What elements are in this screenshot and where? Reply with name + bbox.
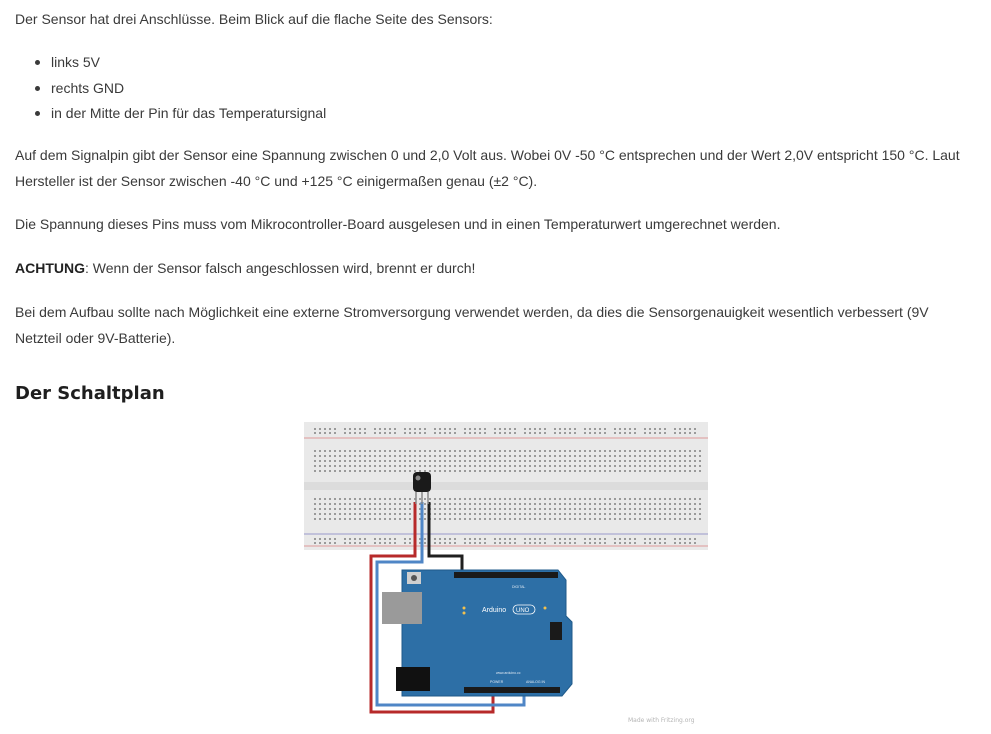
circuit-schematic-image	[304, 422, 708, 734]
usb-port	[382, 592, 422, 624]
digital-header	[454, 572, 558, 578]
warning-label: ACHTUNG	[15, 260, 85, 276]
signal-paragraph: Auf dem Signalpin gibt der Sensor eine Spannung zwischen 0 und 2,0 Volt aus. Wobei 0V -50 °C entsprechen und der Wert 2,0V entspricht 150 °C. Laut Hersteller ist der Sensor zwischen -40 °C und +125 °C einigermaßen genau (±2 °C).	[15, 147, 960, 189]
digital-label: DIGITAL	[512, 585, 526, 589]
analog-label: ANALOG IN	[526, 680, 546, 684]
site-label: www.arduino.cc	[496, 671, 521, 675]
fritzing-watermark: Made with Fritzing.org	[628, 717, 695, 724]
power-label: POWER	[490, 680, 504, 684]
on-led	[544, 607, 547, 610]
tx-led	[463, 607, 466, 610]
power-analog-header	[464, 687, 560, 693]
power-jack	[396, 667, 430, 691]
warning-text: : Wenn der Sensor falsch angeschlossen wird, brennt er durch!	[85, 260, 476, 276]
warning-paragraph	[15, 255, 475, 281]
rx-led	[463, 612, 466, 615]
section-heading: Der Schaltplan	[15, 383, 165, 404]
power-paragraph: Bei dem Aufbau sollte nach Möglichkeit eine externe Stromversorgung verwendet werden, da dies die Sensorgenauigkeit wesentlich verbessert (9V Netzteil oder 9V-Batterie).	[15, 304, 929, 346]
list-item: in der Mitte der Pin für das Temperatursignal	[15, 101, 326, 127]
schematic-drawing	[304, 422, 708, 734]
list-item: rechts GND	[15, 76, 326, 102]
intro-paragraph: Der Sensor hat drei Anschlüsse. Beim Blick auf die flache Seite des Sensors:	[15, 11, 493, 27]
pin-list	[15, 50, 326, 127]
sensor-marking	[416, 476, 421, 481]
board-name: Arduino	[482, 607, 507, 614]
icsp-header	[550, 622, 562, 640]
breadboard-channel	[304, 482, 708, 490]
readout-paragraph: Die Spannung dieses Pins muss vom Mikrocontroller-Board ausgelesen und in einen Temperaturwert umgerechnet werden.	[15, 216, 781, 232]
temperature-sensor	[413, 472, 431, 492]
list-item: links 5V	[15, 50, 326, 76]
board-model: UNO	[516, 608, 530, 614]
reset-button-knob	[411, 575, 417, 581]
